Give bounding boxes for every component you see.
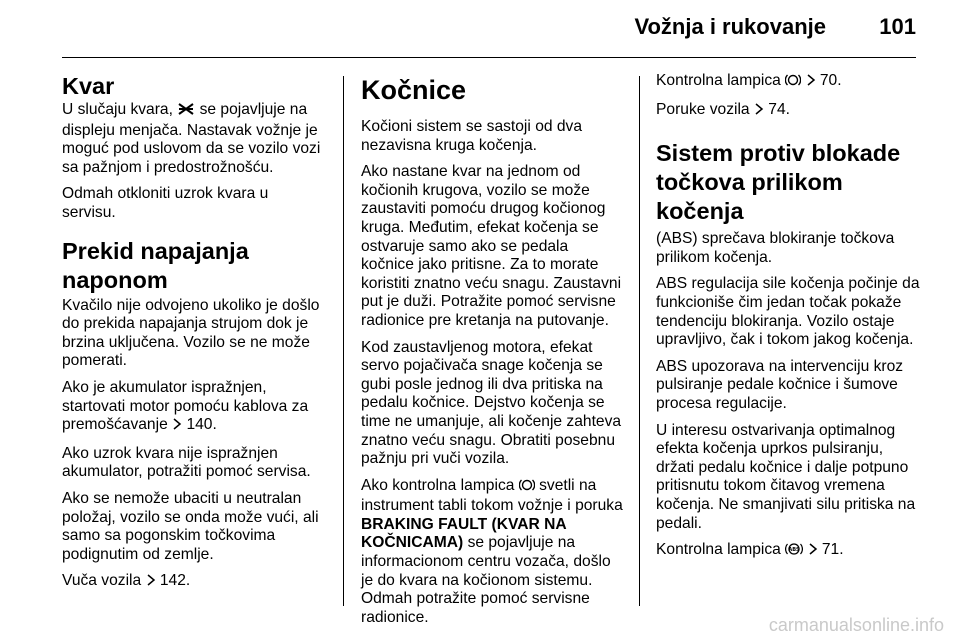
column-left bbox=[62, 72, 326, 601]
paragraph bbox=[62, 572, 326, 593]
paragraph: (ABS) sprečava blokiranje točkova prilikom kočenja. bbox=[656, 230, 895, 266]
page-reference[interactable]: 74. bbox=[768, 100, 790, 118]
column-middle bbox=[361, 72, 623, 635]
page-reference-icon bbox=[172, 417, 182, 437]
page-number: 101 bbox=[879, 14, 916, 39]
column-divider bbox=[639, 76, 640, 606]
page-header bbox=[62, 0, 916, 57]
column-divider bbox=[343, 76, 344, 606]
header-rule bbox=[62, 57, 916, 58]
gearbox-fault-icon bbox=[177, 102, 195, 122]
paragraph: ABS regulacija sile kočenja počinje da funkcioniše čim jedan točak pokaže tendenciju blokiranja. Vozilo ostaje upravljivo, čak i tokom jakog kočenja. bbox=[656, 275, 920, 349]
chapter-title: Vožnja i rukovanje bbox=[634, 14, 826, 39]
paragraph: Odmah otkloniti uzrok kvara u servisu. bbox=[62, 185, 269, 221]
brake-warning-icon bbox=[519, 478, 535, 498]
page-reference-icon bbox=[806, 73, 816, 93]
paragraph bbox=[62, 379, 326, 437]
paragraph: Kvačilo nije odvojeno ukoliko je došlo do prekida napajanja strujom dok je brzina uključena. Vozilo se ne može pomerati. bbox=[62, 296, 320, 370]
text: U slučaju kvara, bbox=[62, 101, 173, 118]
text: Vuča vozila bbox=[62, 572, 142, 590]
paragraph: ABS upozorava na intervenciju kroz pulsiranje pedale kočnice i šumove procesa regulacije. bbox=[656, 357, 904, 412]
paragraph bbox=[656, 101, 920, 122]
paragraph: Kod zaustavljenog motora, efekat servo pojačivača snage kočenja se gubi posle jednog ili dva pritiska na pedalu kočnice. Dejstvo kočenja se time ne umanjuje, ali kočenje zahteva znatno veću snagu. Obratiti posebnu pažnju pri vuči vozila. bbox=[361, 338, 622, 468]
text: Ako kontrolna lampica bbox=[361, 476, 515, 494]
text: Kontrolna lampica bbox=[656, 72, 781, 89]
page-reference-icon bbox=[146, 573, 156, 593]
brake-warning-icon bbox=[785, 73, 801, 93]
heading-kocnice: Kočnice bbox=[361, 75, 467, 105]
text: se pojavljuje na displeju menjača. Nastavak vožnje je moguć pod uslovom da se vozilo vozi sa pažnjom i predostrožnošću. bbox=[62, 101, 321, 176]
page-reference-icon bbox=[754, 102, 764, 122]
paragraph: Ako uzrok kvara nije ispražnjen akumulator, potražiti pomoć servisa. bbox=[62, 444, 311, 481]
paragraph bbox=[656, 541, 920, 562]
paragraph: Ako se nemože ubaciti u neutralan položaj, vozilo se onda može vući, ali samo sa pogonskim točkovima podignutim od zemlje. bbox=[62, 489, 319, 563]
text: Kontrolna lampica bbox=[656, 541, 781, 559]
paragraph bbox=[62, 101, 326, 177]
heading-kvar: Kvar bbox=[62, 73, 115, 99]
watermark: carmanualsonline.info bbox=[768, 615, 944, 635]
text: Ako je akumulator ispražnjen, startovati motor pomoću kablova za premošćavanje bbox=[62, 378, 309, 434]
paragraph bbox=[361, 477, 623, 628]
text: se pojavljuje na informacionom centru vozača, došlo je do kvara na kočionom sistemu. Odmah potražite pomoć servisne radionice. bbox=[361, 534, 611, 626]
page-reference[interactable]: 71. bbox=[821, 541, 844, 559]
vehicle-message: BRAKING FAULT (KVAR NA KOČNICAMA) bbox=[361, 515, 567, 552]
paragraph: Ako nastane kvar na jednom od kočionih krugova, vozilo se može zaustaviti pomoću drugog kočionog kruga. Međutim, efekat kočenja se ostvaruje samo ako se pedala kočnice jako pritisne. Za to morate koristiti znatno veću snagu. Zaustavni put je duži. Potražite pomoć servisne radionice pre kretanja na putovanje. bbox=[361, 163, 622, 329]
text: Poruke vozila bbox=[656, 100, 750, 118]
column-right bbox=[656, 72, 920, 570]
text: svetli na instrument tabli tokom vožnje i poruka bbox=[361, 476, 623, 515]
page-reference[interactable]: 70. bbox=[819, 72, 842, 89]
abs-warning-icon bbox=[785, 542, 803, 562]
page-reference[interactable]: 142. bbox=[159, 572, 191, 590]
svg-text:ABS: ABS bbox=[788, 547, 800, 554]
page-reference[interactable]: 140. bbox=[186, 416, 217, 434]
paragraph bbox=[656, 72, 920, 93]
heading-prekid: Prekid napajanja naponom bbox=[62, 237, 249, 293]
paragraph: Kočioni sistem se sastoji od dva nezavisna kruga kočenja. bbox=[361, 118, 583, 154]
paragraph: U interesu ostvarivanja optimalnog efekta kočenja uprkos pulsiranju, držati pedalu kočnice i dalje potpuno pritisnutu tokom čitavog vremena kočenja. Ne smanjivati silu pritiska na pedali. bbox=[656, 421, 916, 532]
heading-abs: Sistem protiv blokade točkova prilikom kočenja bbox=[656, 140, 901, 225]
page-reference-icon bbox=[808, 542, 818, 562]
